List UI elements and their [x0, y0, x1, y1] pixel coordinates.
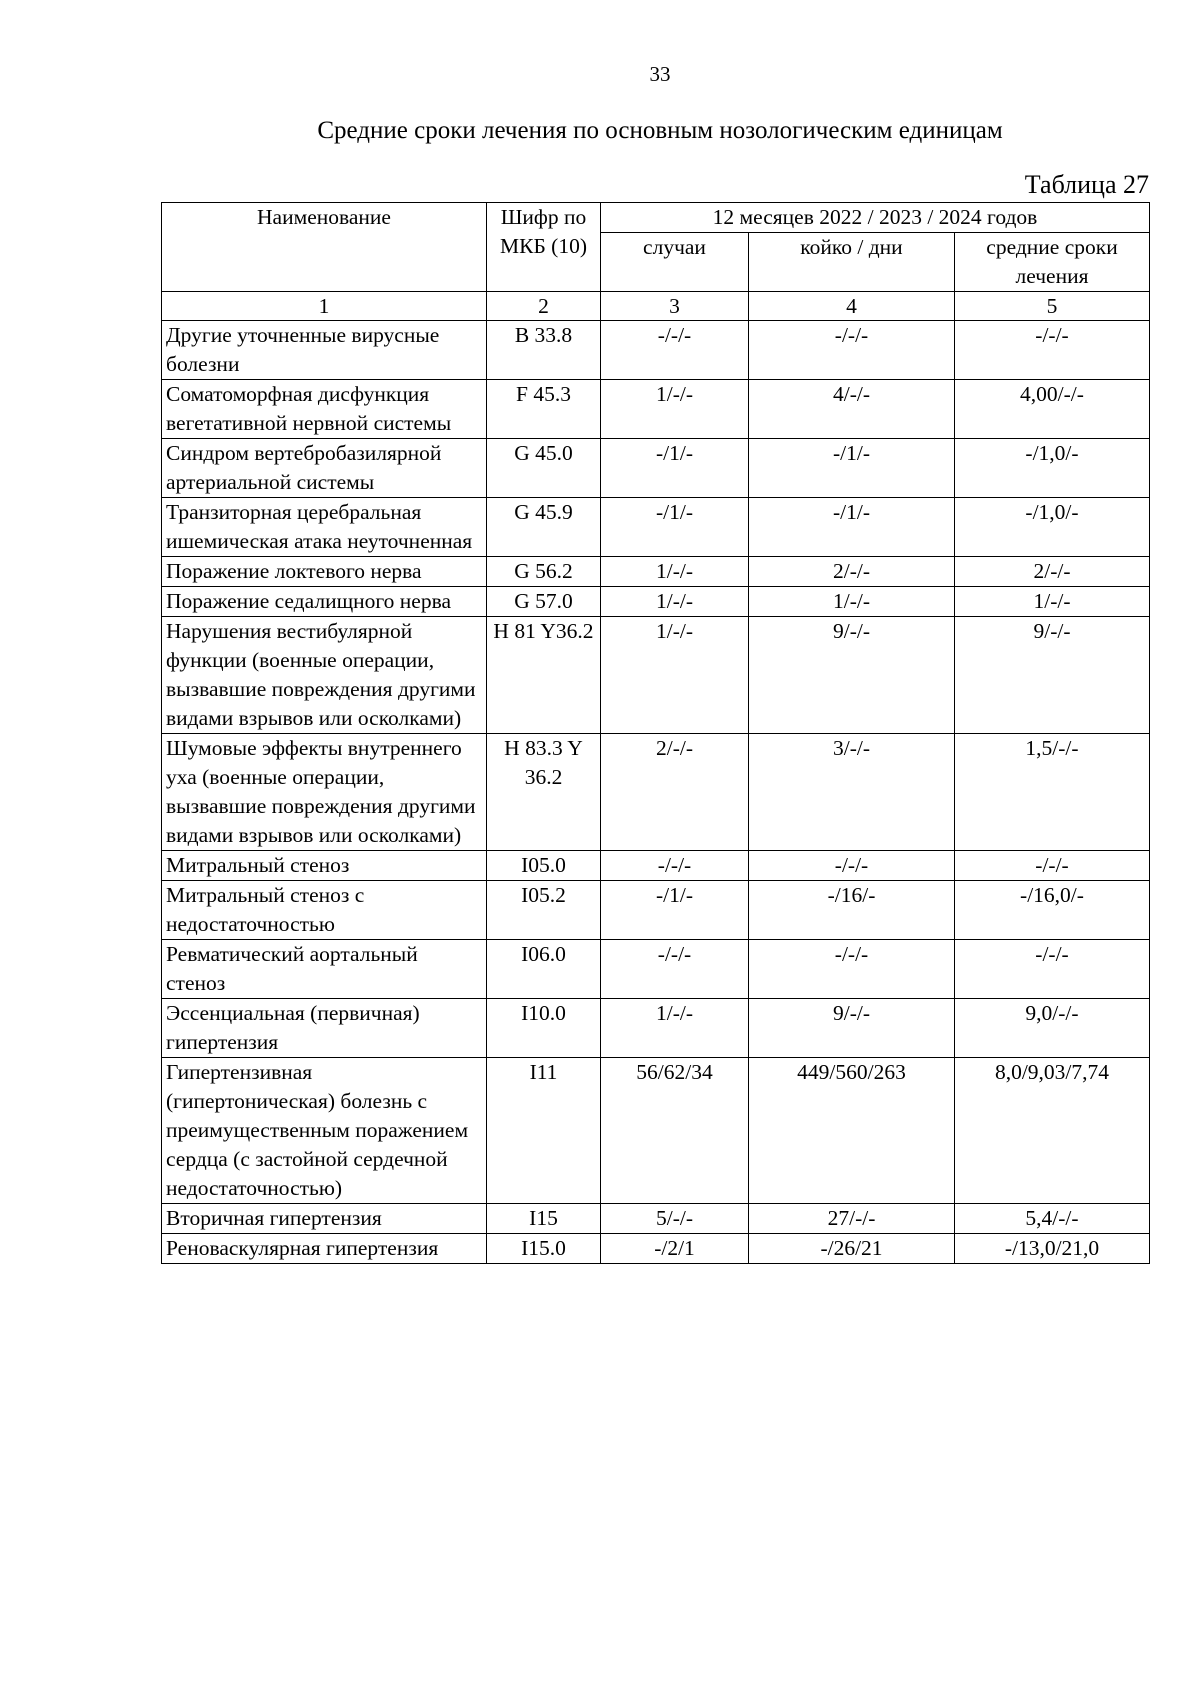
row-cases-cell: 1/-/- [601, 617, 749, 734]
row-code-cell: F 45.3 [487, 380, 601, 439]
row-code-cell: H 81 Y36.2 [487, 617, 601, 734]
row-avg-days-cell: -/-/- [955, 851, 1150, 881]
row-name-cell: Шумовые эффекты внутреннего уха (военные операции, вызвавшие повреждения другими видами взрывов или осколками) [162, 734, 487, 851]
row-bed-days-cell: 2/-/- [749, 557, 955, 587]
row-name-cell: Транзиторная церебральная ишемическая атака неуточненная [162, 498, 487, 557]
header-period: 12 месяцев 2022 / 2023 / 2024 годов [601, 203, 1150, 233]
table-row [162, 1058, 1150, 1204]
row-bed-days-cell: -/26/21 [749, 1234, 955, 1264]
row-avg-days-cell: -/16,0/- [955, 881, 1150, 940]
row-bed-days-cell: 27/-/- [749, 1204, 955, 1234]
row-bed-days-cell: 449/560/263 [749, 1058, 955, 1204]
header-bed-days: койко / дни [749, 233, 955, 292]
row-cases-cell: -/1/- [601, 881, 749, 940]
row-name-cell: Гипертензивная (гипертоническая) болезнь с преимущественным поражением сердца (с застойной сердечной недостаточностью) [162, 1058, 487, 1204]
row-name-cell: Поражение седалищного нерва [162, 587, 487, 617]
row-code-cell: G 56.2 [487, 557, 601, 587]
row-avg-days-cell: -/-/- [955, 321, 1150, 380]
page-number: 33 [649, 62, 671, 86]
row-code-cell: G 57.0 [487, 587, 601, 617]
row-code-cell: I11 [487, 1058, 601, 1204]
row-cases-cell: 1/-/- [601, 557, 749, 587]
row-cases-cell: -/1/- [601, 439, 749, 498]
row-bed-days-cell: -/16/- [749, 881, 955, 940]
row-avg-days-cell: -/1,0/- [955, 498, 1150, 557]
row-avg-days-cell: 5,4/-/- [955, 1204, 1150, 1234]
row-name-cell: Реноваскулярная гипертензия [162, 1234, 487, 1264]
row-name-cell: Другие уточненные вирусные болезни [162, 321, 487, 380]
row-name-cell: Эссенциальная (первичная) гипертензия [162, 999, 487, 1058]
row-bed-days-cell: 9/-/- [749, 999, 955, 1058]
row-code-cell: G 45.0 [487, 439, 601, 498]
row-bed-days-cell: 3/-/- [749, 734, 955, 851]
row-cases-cell: 56/62/34 [601, 1058, 749, 1204]
row-avg-days-cell: 1/-/- [955, 587, 1150, 617]
row-name-cell: Ревматический аортальный стеноз [162, 940, 487, 999]
table-row [162, 587, 1150, 617]
row-avg-days-cell: -/-/- [955, 940, 1150, 999]
row-cases-cell: -/-/- [601, 851, 749, 881]
column-number: 3 [601, 292, 749, 321]
page-title: Средние сроки лечения по основным нозологическим единицам [317, 117, 1003, 144]
row-bed-days-cell: 1/-/- [749, 587, 955, 617]
table-row [162, 940, 1150, 999]
column-number-row [162, 292, 1150, 321]
row-bed-days-cell: -/-/- [749, 940, 955, 999]
treatment-duration-table [161, 202, 1150, 1264]
row-bed-days-cell: 4/-/- [749, 380, 955, 439]
row-cases-cell: 5/-/- [601, 1204, 749, 1234]
table-row [162, 851, 1150, 881]
row-cases-cell: -/-/- [601, 940, 749, 999]
table-row [162, 1234, 1150, 1264]
row-name-cell: Митральный стеноз с недостаточностью [162, 881, 487, 940]
row-code-cell: I06.0 [487, 940, 601, 999]
header-avg-days: средние сроки лечения [955, 233, 1150, 292]
table-row [162, 380, 1150, 439]
row-avg-days-cell: 9,0/-/- [955, 999, 1150, 1058]
row-name-cell: Митральный стеноз [162, 851, 487, 881]
row-name-cell: Поражение локтевого нерва [162, 557, 487, 587]
row-cases-cell: 1/-/- [601, 587, 749, 617]
row-avg-days-cell: 8,0/9,03/7,74 [955, 1058, 1150, 1204]
row-cases-cell: 1/-/- [601, 999, 749, 1058]
row-avg-days-cell: 9/-/- [955, 617, 1150, 734]
row-code-cell: I15 [487, 1204, 601, 1234]
row-code-cell: H 83.3 Y 36.2 [487, 734, 601, 851]
table-row [162, 1204, 1150, 1234]
row-code-cell: B 33.8 [487, 321, 601, 380]
row-cases-cell: -/-/- [601, 321, 749, 380]
table-row [162, 557, 1150, 587]
column-number: 1 [162, 292, 487, 321]
table-label: Таблица 27 [1024, 170, 1149, 199]
row-name-cell: Синдром вертебробазилярной артериальной системы [162, 439, 487, 498]
header-code [487, 203, 601, 292]
row-avg-days-cell: 1,5/-/- [955, 734, 1150, 851]
row-code-cell: I05.0 [487, 851, 601, 881]
row-bed-days-cell: -/-/- [749, 851, 955, 881]
table-row [162, 617, 1150, 734]
table-row [162, 881, 1150, 940]
table-row [162, 439, 1150, 498]
column-number: 5 [955, 292, 1150, 321]
table-row [162, 321, 1150, 380]
header-code-text: Шифр по МКБ (10) [500, 205, 587, 258]
row-name-cell: Нарушения вестибулярной функции (военные операции, вызвавшие повреждения другими видами взрывов или осколками) [162, 617, 487, 734]
table-row [162, 734, 1150, 851]
column-number: 4 [749, 292, 955, 321]
table-row [162, 999, 1150, 1058]
row-cases-cell: 2/-/- [601, 734, 749, 851]
row-bed-days-cell: -/1/- [749, 498, 955, 557]
row-code-cell: I15.0 [487, 1234, 601, 1264]
row-cases-cell: -/2/1 [601, 1234, 749, 1264]
row-cases-cell: 1/-/- [601, 380, 749, 439]
row-bed-days-cell: -/-/- [749, 321, 955, 380]
table-row [162, 498, 1150, 557]
row-avg-days-cell: -/1,0/- [955, 439, 1150, 498]
row-avg-days-cell: -/13,0/21,0 [955, 1234, 1150, 1264]
row-code-cell: G 45.9 [487, 498, 601, 557]
column-number: 2 [487, 292, 601, 321]
row-name-cell: Соматоморфная дисфункция вегетативной нервной системы [162, 380, 487, 439]
header-cases: случаи [601, 233, 749, 292]
row-cases-cell: -/1/- [601, 498, 749, 557]
row-avg-days-cell: 4,00/-/- [955, 380, 1150, 439]
row-bed-days-cell: 9/-/- [749, 617, 955, 734]
row-code-cell: I10.0 [487, 999, 601, 1058]
header-name: Наименование [162, 203, 487, 292]
row-avg-days-cell: 2/-/- [955, 557, 1150, 587]
row-code-cell: I05.2 [487, 881, 601, 940]
row-bed-days-cell: -/1/- [749, 439, 955, 498]
row-name-cell: Вторичная гипертензия [162, 1204, 487, 1234]
